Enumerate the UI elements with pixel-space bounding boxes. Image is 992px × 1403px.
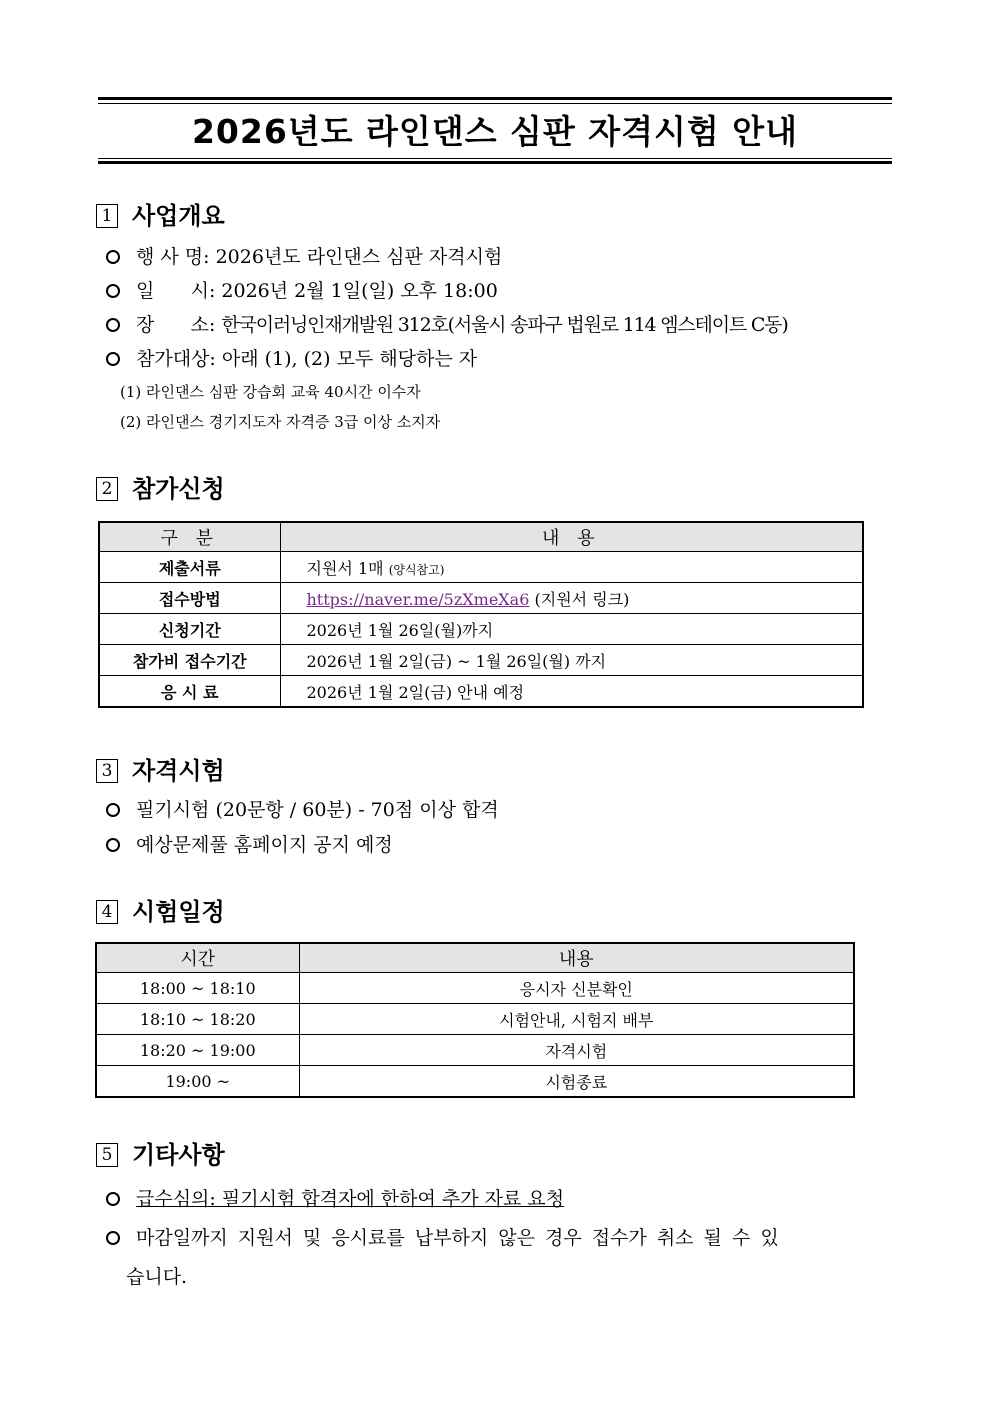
etc-line-2-text: 마감일까지 지원서 및 응시료를 납부하지 않은 경우 접수가 취소 될 수 있 xyxy=(136,1227,779,1249)
section-title: 참가신청 xyxy=(132,475,225,503)
schedule-time: 18:00 ~ 18:10 xyxy=(96,973,299,1004)
row-key: 응 시 료 xyxy=(99,676,280,708)
table-header: 내 용 xyxy=(280,522,863,552)
application-link[interactable]: https://naver.me/5zXmeXa6 xyxy=(306,589,530,609)
table-row xyxy=(99,552,863,583)
table-row xyxy=(96,1004,854,1035)
etc-line-2-cont: 습니다. xyxy=(126,1266,188,1288)
etc-line-1-text: 급수심의: 필기시험 합격자에 한하여 추가 자료 요청 xyxy=(136,1188,565,1210)
title-box xyxy=(98,97,892,167)
circle-bullet-icon xyxy=(106,284,120,298)
row-value: 2026년 1월 26일(월)까지 xyxy=(280,614,863,645)
overview-target-label: 참가대상: xyxy=(136,348,216,370)
section-number: 4 xyxy=(96,900,118,924)
exam-line-1 xyxy=(106,796,499,824)
circle-bullet-icon xyxy=(106,318,120,332)
row-value-text: 지원서 1매 xyxy=(306,558,384,578)
title-rule-bottom-thin xyxy=(98,158,892,159)
schedule-content: 응시자 신분확인 xyxy=(299,973,854,1004)
row-value-text: (지원서 링크) xyxy=(529,589,630,609)
overview-date xyxy=(106,277,498,305)
section-3-header xyxy=(96,754,225,788)
overview-place-value: 한국이러닝인재개발원 312호(서울시 송파구 법원로 114 엠스테이트 C동) xyxy=(221,314,788,336)
schedule-time: 19:00 ~ xyxy=(96,1066,299,1098)
title-rule-top xyxy=(98,97,892,100)
overview-name-label: 행 사 명: xyxy=(136,246,210,268)
section-1-header xyxy=(96,199,225,233)
overview-date-label: 일 시: xyxy=(136,280,216,302)
target-condition-2: (2) 라인댄스 경기지도자 자격증 3급 이상 소지자 xyxy=(120,413,441,431)
circle-bullet-icon xyxy=(106,250,120,264)
table-row xyxy=(99,614,863,645)
row-key: 신청기간 xyxy=(99,614,280,645)
section-2-header xyxy=(96,472,225,506)
circle-bullet-icon xyxy=(106,1231,120,1245)
target-condition-1: (1) 라인댄스 심판 강습회 교육 40시간 이수자 xyxy=(120,383,421,401)
overview-place-label: 장 소: xyxy=(136,314,216,336)
overview-name xyxy=(106,243,502,271)
overview-target xyxy=(106,345,477,373)
row-value: 2026년 1월 2일(금) ~ 1월 26일(월) 까지 xyxy=(280,645,863,676)
section-number: 2 xyxy=(96,477,118,501)
section-number: 3 xyxy=(96,759,118,783)
exam-line-2-text: 예상문제풀 홈페이지 공지 예정 xyxy=(136,834,393,856)
row-key: 접수방법 xyxy=(99,583,280,614)
row-value xyxy=(280,552,863,583)
overview-target-value: 아래 (1), (2) 모두 해당하는 자 xyxy=(221,348,478,370)
circle-bullet-icon xyxy=(106,838,120,852)
row-value-note: (양식참고) xyxy=(388,562,445,577)
table-header-row xyxy=(96,943,854,973)
section-5-header xyxy=(96,1138,225,1172)
table-row xyxy=(96,1066,854,1098)
circle-bullet-icon xyxy=(106,352,120,366)
section-title: 시험일정 xyxy=(132,898,225,926)
schedule-content: 시험종료 xyxy=(299,1066,854,1098)
overview-name-value: 2026년도 라인댄스 심판 자격시험 xyxy=(215,246,503,268)
table-header: 내용 xyxy=(299,943,854,973)
overview-date-value: 2026년 2월 1일(일) 오후 18:00 xyxy=(221,280,498,302)
exam-line-2 xyxy=(106,831,393,859)
table-row xyxy=(99,583,863,614)
schedule-content: 자격시험 xyxy=(299,1035,854,1066)
page-title: 2026년도 라인댄스 심판 자격시험 안내 xyxy=(191,112,799,151)
apply-table xyxy=(98,521,864,708)
table-header: 시간 xyxy=(96,943,299,973)
etc-line-1 xyxy=(106,1185,564,1213)
section-title: 사업개요 xyxy=(132,202,225,230)
section-number: 5 xyxy=(96,1143,118,1167)
row-key: 참가비 접수기간 xyxy=(99,645,280,676)
circle-bullet-icon xyxy=(106,803,120,817)
overview-place xyxy=(106,311,788,339)
table-header: 구 분 xyxy=(99,522,280,552)
table-row xyxy=(96,1035,854,1066)
title-rule-top-thin xyxy=(98,103,892,104)
schedule-time: 18:10 ~ 18:20 xyxy=(96,1004,299,1035)
schedule-content: 시험안내, 시험지 배부 xyxy=(299,1004,854,1035)
circle-bullet-icon xyxy=(106,1192,120,1206)
section-title: 기타사항 xyxy=(132,1141,225,1169)
table-row xyxy=(99,645,863,676)
row-key: 제출서류 xyxy=(99,552,280,583)
row-value xyxy=(280,583,863,614)
section-title: 자격시험 xyxy=(132,757,225,785)
row-value: 2026년 1월 2일(금) 안내 예정 xyxy=(280,676,863,708)
exam-line-1-text: 필기시험 (20문항 / 60분) - 70점 이상 합격 xyxy=(136,799,499,821)
title-rule-bottom xyxy=(98,161,892,164)
table-row xyxy=(99,676,863,708)
table-header-row xyxy=(99,522,863,552)
schedule-time: 18:20 ~ 19:00 xyxy=(96,1035,299,1066)
section-4-header xyxy=(96,895,225,929)
schedule-table xyxy=(95,942,855,1098)
etc-line-2 xyxy=(106,1224,779,1252)
table-row xyxy=(96,973,854,1004)
section-number: 1 xyxy=(96,204,118,228)
